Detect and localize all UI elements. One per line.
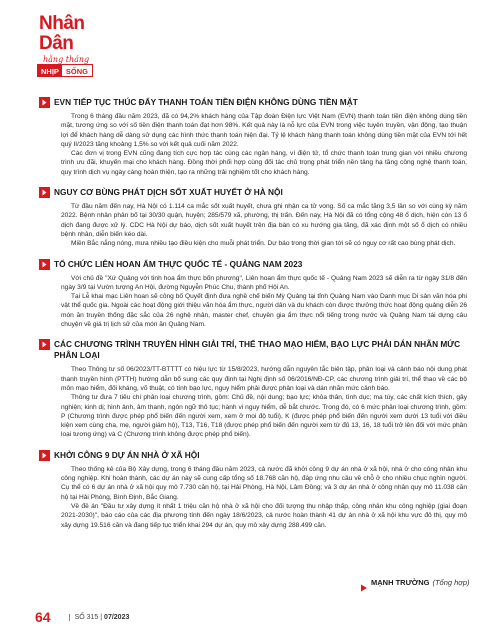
article-heading [39,97,467,108]
article-dengue [54,187,467,248]
heading-bullet-icon [39,187,50,198]
section-secondary: SỐNG [62,65,92,76]
article-paragraph: Trong 6 tháng đầu năm 2023, đã có 94,2% khách hàng của Tập đoàn Điện lực Việt Nam (EVN) thanh toán tiền điện không dùng tiền mặt, tương ứng so với số tiền điện thanh toán đạt hơn 98%. Kết quả này là nỗ lực của EVN trong việc tuyên truyền, vận động, tạo thuận lợi để khách hàng dễ dàng sử dụng các hình thức thanh toán hiện đại. Tỷ lệ khách hàng thanh toán không dùng tiền mặt của EVN tới hết quý II/2023 tăng khoảng 1,5% so với kết quả cuối năm 2022. [61,113,467,148]
article-title: KHỞI CÔNG 9 DỰ ÁN NHÀ Ở XÃ HỘI [54,449,200,460]
article-heading [39,339,467,361]
byline [360,578,470,587]
article-paragraph: Các đơn vị trong EVN cũng đang tích cực hợp tác cùng các ngân hàng, ví điện tử, tổ chức thanh toán trung gian với nhiều chương trình ưu đãi, khuyến mại cho khách hàng. Đồng thời phối hợp cùng đối tác chủ trọng phát triển nền tảng hạ tầng công nghệ thanh toán, quy trình dịch vụ ngày càng hoàn thiện, tạo ra những trải nghiệm tốt cho khách hàng. [61,150,467,176]
article-paragraph: Miền Bắc nắng nóng, mưa nhiều tạo điều kiện cho muỗi phát triển. Dự báo trong thời gian tới sẽ có nguy cơ rất cao bùng phát dịch. [71,240,456,248]
article-paragraph: Theo Thông tư số 06/2023/TT-BTTTT có hiệu lực từ 15/8/2023, hướng dẫn nguyên tắc biên tập, phân loại và cảnh báo nội dung phát thanh truyền hình (PTTH) hướng dẫn bổ sung các quy định tại Nghị định số 06/2016/NĐ-CP, các chương trình giải trí, thể thao về các bộ môn mạo hiểm, đối kháng, võ thuật, có tính bạo lực, nguy hiểm phải được phân loại và dán nhãn mức cảnh báo. [61,366,467,392]
issue-info: SỐ 315 | 07/2023 [69,614,130,621]
page-number: 64 [35,609,51,625]
byline-author: MẠNH TRƯỜNG [371,578,430,587]
article-paragraph: Tại Lễ khai mạc Liên hoan sẽ công bố Quyết định đưa nghề chế biến Mỳ Quảng tại tỉnh Quảng Nam vào Danh mục Di sản văn hóa phi vật thể quốc gia. Ngoài các hoạt động giới thiệu văn hóa ẩm thực, người dân và du khách còn được thưởng thức hoạt động quảng diễn 26 món ăn truyền thống đặc sắc của 26 nghệ nhân, master chef, chuyên gia ẩm thực nổi tiếng trong nước và Quảng Nam tái dựng câu chuyện về giá trị lịch sử của món ăn Quảng Nam. [61,293,467,329]
article-title: TỔ CHỨC LIÊN HOAN ẨM THỰC QUỐC TẾ - QUẢNG NAM 2023 [54,258,303,269]
article-tv-rating [54,339,467,439]
page-footer [35,609,475,625]
article-column [54,97,467,540]
article-title: NGUY CƠ BÙNG PHÁT DỊCH SỐT XUẤT HUYẾT Ở HÀ NỘI [54,187,283,198]
article-heading [39,450,467,461]
article-paragraph: Từ đầu năm đến nay, Hà Nội có 1.114 ca mắc sốt xuất huyết, chưa ghi nhận ca tử vong. Số ca mắc tăng 3,5 lần so với cùng kỳ năm 2022. Bệnh nhân phân bố tại 30/30 quận, huyện; 285/579 xã, phường, thị trấn. Đến nay, Hà Nội đã có tổng cộng 48 ổ dịch, hiện còn 13 ổ dịch đang được xử lý. CDC Hà Nội dự báo, dịch sốt xuất huyết trên địa bàn có xu hướng gia tăng, đã xác định một số ổ dịch có nhiều bệnh nhân, diễn biến kéo dài. [61,203,467,238]
article-food-festival [54,258,467,330]
brand-logo[interactable] [39,13,109,64]
article-social-housing [54,449,467,530]
article-paragraph: Với chủ đề "Xứ Quảng với tinh hoa ẩm thực bốn phương", Liên hoan ẩm thực quốc tế - Quảng Nam 2023 sẽ diễn ra từ ngày 31/8 đến ngày 3/9 tại Vườn tượng An Hội, đường Nguyễn Phúc Chu, thành phố Hội An. [61,274,467,291]
section-tag [37,64,93,77]
article-paragraph: Theo thống kê của Bộ Xây dựng, trong 6 tháng đầu năm 2023, cả nước đã khởi công 9 dự án nhà ở xã hội, nhà ở cho công nhân khu công nghiệp. Khi hoàn thành, các dự án này sẽ cung cấp tổng số 18.768 căn hộ, đáp ứng nhu cầu về chỗ ở cho nhiều chục nghìn người. Cụ thể có 6 dự án nhà ở xã hội quy mô 7.730 căn hộ, tại Hải Phòng, Hà Nội, Lâm Đồng; và 3 dự án nhà ở công nhân quy mô 11.038 căn hộ tại Hải Phòng, Bình Định, Bắc Giang. [61,465,467,501]
brand-name: Nhân Dân [39,13,85,54]
article-heading [39,259,467,270]
brand-subtitle: hằng tháng [43,55,90,64]
article-heading [39,187,467,198]
article-evn [54,97,467,177]
section-primary: NHỊP [38,65,62,76]
byline-arrow-icon [360,579,368,587]
article-title: CÁC CHƯƠNG TRÌNH TRUYỀN HÌNH GIẢI TRÍ, THỂ THAO MẠO HIỂM, BẠO LỰC PHẢI DÁN NHÃN MỨC PHÂN LOẠI [54,339,461,361]
article-paragraph: Về đề án "Đầu tư xây dựng ít nhất 1 triệu căn hộ nhà ở xã hội cho đối tượng thu nhập thấp, công nhân khu công nghiệp (giai đoạn 2021-2030)", báo cáo của các địa phương tính đến ngày 18/6/2023, cả nước hoàn thành 41 dự án nhà ở xã hội khu vực đô thị, quy mô xây dựng 19.516 căn và đang tiếp tục triển khai 294 dự án, quy mô xây dựng 288.499 căn. [61,502,467,529]
issue-label: SỐ 315 [74,613,99,621]
issue-date: 07/2023 [104,613,130,621]
article-paragraph: Thông tư đưa 7 tiêu chí phân loại chương trình, gồm: Chủ đề, nội dung; bạo lực; khỏa thân, tình dục; ma túy, các chất kích thích, gây nghiện; kinh dị; hình ảnh, âm thanh, ngôn ngữ thô tục; hành vi nguy hiểm, dễ bắt chước. Trong đó, có 6 mức phân loại chương trình, gồm: P (Chương trình được phép phổ biến đến người xem, xem ở mọi độ tuổi), K (được phép phổ biến đến người xem dưới 13 tuổi với điều kiện xem cùng cha, mẹ, người giám hộ), T13, T16, T18 (được phép phổ biến đến người xem từ đủ 13, 16, 18 tuổi trở lên đối với mức phân loại tương ứng) và C (Chương trình không được phép phổ biến). [61,394,467,439]
heading-bullet-icon [39,339,50,350]
page-header [0,0,500,88]
heading-bullet-icon [39,259,50,270]
article-title: EVN TIẾP TỤC THÚC ĐẨY THANH TOÁN TIỀN ĐIỆN KHÔNG DÙNG TIỀN MẶT [54,97,358,107]
byline-role: (Tổng hợp) [432,578,470,587]
heading-bullet-icon [39,450,50,461]
heading-bullet-icon [39,97,50,108]
